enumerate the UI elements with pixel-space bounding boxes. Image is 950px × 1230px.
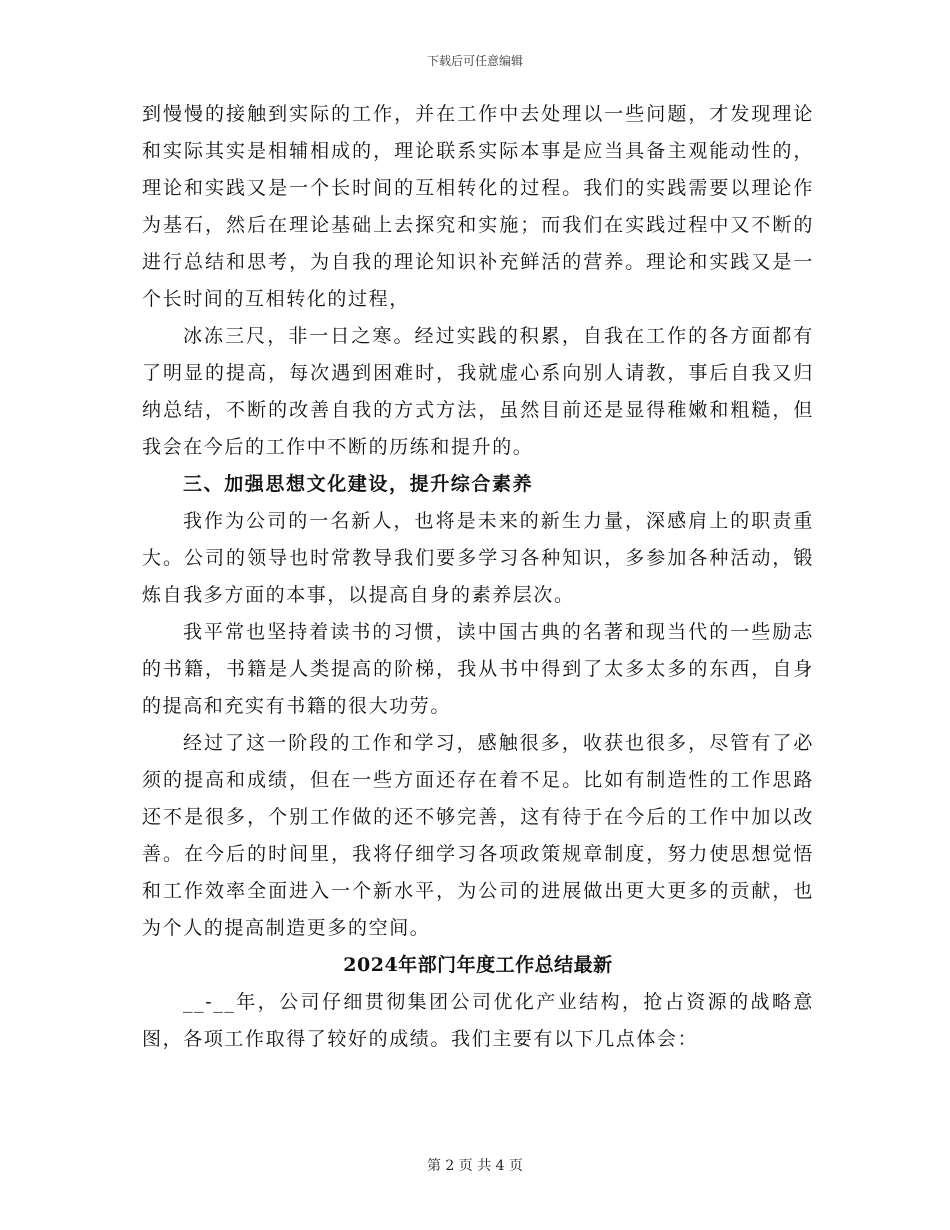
- paragraph-accumulation: 冰冻三尺，非一日之寒。经过实践的积累，自我在工作的各方面都有了明显的提高，每次遇到困难时，我就虚心系向别人请教，事后自我又归纳总结，不断的改善自我的方式方法，虽然目前还是显得稚嫩和粗糙，但我会在今后的工作中不断的历练和提升的。: [142, 325, 814, 458]
- paragraph-reading: 我平常也坚持着读书的习惯，读中国古典的名著和现当代的一些励志的书籍，书籍是人类提高的阶梯，我从书中得到了太多太多的东西，自身的提高和充实有书籍的很大功劳。: [142, 621, 814, 717]
- document-title: 2024年部门年度工作总结最新: [343, 954, 613, 976]
- paragraph-new-employee: 我作为公司的一名新人，也将是未来的新生力量，深感肩上的职责重大。公司的领导也时常教导我们要多学习各种知识，多参加各种活动，锻炼自我多方面的本事，以提高自身的素养层次。: [142, 510, 814, 606]
- paragraph-intro: __-__年，公司仔细贯彻集团公司优化产业结构，抢占资源的战略意图，各项工作取得了较好的成绩。我们主要有以下几点体会：: [142, 991, 814, 1050]
- paragraph-theory-practice: 到慢慢的接触到实际的工作，并在工作中去处理以一些问题，才发现理论和实际其实是相辅相成的，理论联系实际本事是应当具备主观能动性的，理论和实践又是一个长时间的互相转化的过程。我们的实践需要以理论作为基石，然后在理论基础上去探究和实施；而我们在实践过程中又不断的进行总结和思考，为自我的理论知识补充鲜活的营养。理论和实践又是一个长时间的互相转化的过程，: [142, 103, 814, 310]
- page-number: 第 2 页 共 4 页: [426, 1158, 524, 1174]
- section-heading-3: 三、加强思想文化建设，提升综合素养: [183, 473, 534, 495]
- page-header-note: 下载后可任意编辑: [426, 54, 523, 68]
- document-body: [142, 96, 814, 1058]
- paragraph-summary: 经过了这一阶段的工作和学习，感触很多，收获也很多，尽管有了必须的提高和成绩，但在一些方面还存在着不足。比如有制造性的工作思路还不是很多，个别工作做的还不够完善，这有待于在今后的工作中加以改善。在今后的时间里，我将仔细学习各项政策规章制度，努力使思想觉悟和工作效率全面进入一个新水平，为公司的进展做出更大更多的贡献，也为个人的提高制造更多的空间。: [142, 732, 814, 939]
